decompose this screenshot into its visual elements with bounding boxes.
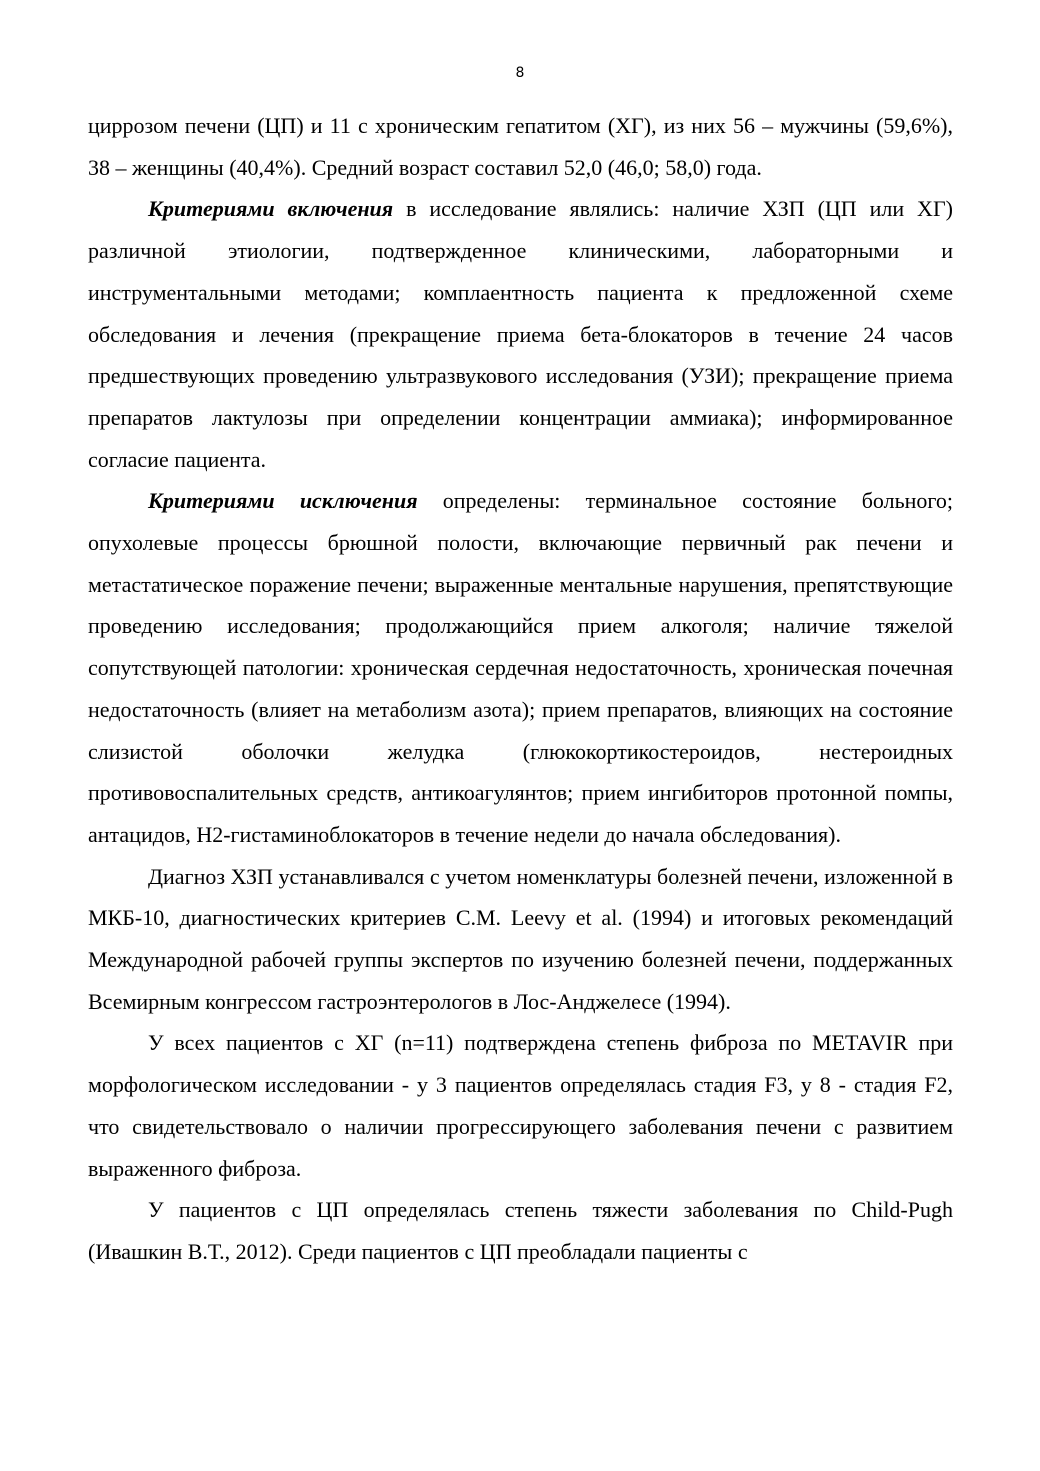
- paragraph-diagnosis: Диагноз ХЗП устанавливался с учетом номенклатуры болезней печени, изложенной в МКБ-10, диагностических критериев C.M. Leevy et al. (1994) и итоговых рекомендаций Международной рабочей группы экспертов по изучению болезней печени, поддержанных Всемирным конгрессом гастроэнтерологов в Лос-Анджелесе (1994).: [88, 863, 953, 1014]
- document-body: [88, 105, 953, 1273]
- paragraph-inclusion-criteria: [88, 188, 953, 480]
- paragraph-child-pugh: У пациентов с ЦП определялась степень тяжести заболевания по Child-Pugh (Ивашкин В.Т., 2012). Среди пациентов с ЦП преобладали пациенты с: [88, 1197, 953, 1264]
- paragraph-continuation: циррозом печени (ЦП) и 11 с хроническим гепатитом (ХГ), из них 56 – мужчины (59,6%), 38 – женщины (40,4%). Средний возраст составил 52,0 (46,0; 58,0) года.: [88, 113, 953, 180]
- page-number: 8: [515, 65, 525, 81]
- exclusion-criteria-term: Критериями исключения: [148, 488, 418, 514]
- inclusion-criteria-text: в исследование являлись: наличие ХЗП (ЦП или ХГ) различной этиологии, подтвержденное клиническими, лабораторными и инструментальными методами; комплаентность пациента к предложенной схеме обследования и лечения (прекращение приема бета-блокаторов в течение 24 часов предшествующих проведению ультразвукового исследования (УЗИ); прекращение приема препаратов лактулозы при определении концентрации аммиака); информированное согласие пациента.: [88, 196, 953, 472]
- exclusion-criteria-text: определены: терминальное состояние больного; опухолевые процессы брюшной полости, включающие первичный рак печени и метастатическое поражение печени; выраженные ментальные нарушения, препятствующие проведению исследования; продолжающийся прием алкоголя; наличие тяжелой сопутствующей патологии: хроническая сердечная недостаточность, хроническая почечная недостаточность (влияет на метаболизм азота); прием препаратов, влияющих на состояние слизистой оболочки желудка (глюкокортикостероидов, нестероидных противовоспалительных средств, антикоагулянтов; прием ингибиторов протонной помпы, антацидов, Н2-гистаминоблокаторов в течение недели до начала обследования).: [88, 488, 953, 847]
- paragraph-exclusion-criteria: [88, 480, 953, 855]
- inclusion-criteria-term: Критериями включения: [148, 196, 394, 222]
- paragraph-fibrosis: У всех пациентов с ХГ (n=11) подтверждена степень фиброза по METAVIR при морфологическом исследовании - у 3 пациентов определялась стадия F3, у 8 - стадия F2, что свидетельствовало о наличии прогрессирующего заболевания печени с развитием выраженного фиброза.: [88, 1030, 953, 1181]
